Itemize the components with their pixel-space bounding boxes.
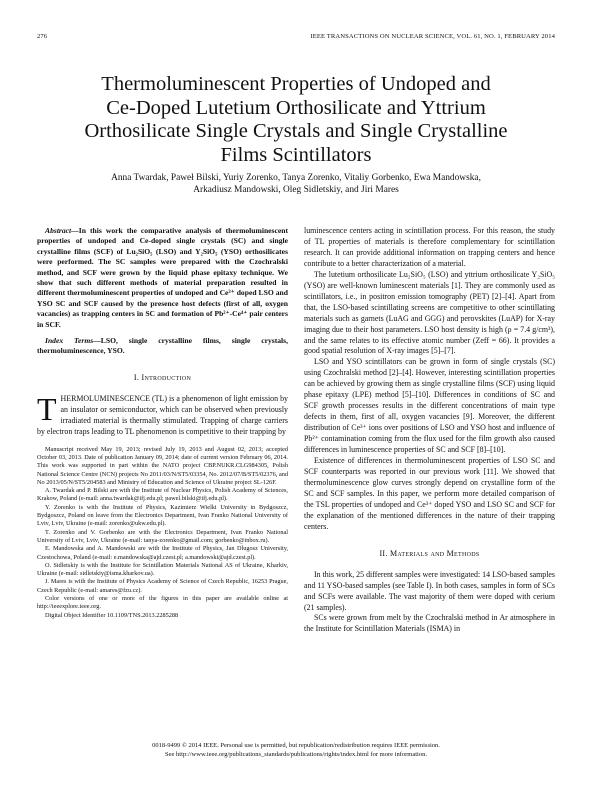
page-number: 276	[37, 33, 48, 40]
section-numeral: I.	[133, 372, 140, 382]
body-paragraph: luminescence centers acting in scintillation process. For this reason, the study of TL properties of materials is therefore complementary for scintillation research. It can provide additional information on trapping centers and hence contribute to a better characterization of a material.	[304, 226, 555, 268]
copyright-link-line[interactable]: See http://www.ieee.org/publications_standards/publications/rights/index.html for more information.	[165, 751, 427, 758]
author-line: Anna Twardak, Paweł Bilski, Yuriy Zorenko, Tanya Zorenko, Vitaliy Gorbenko, Ewa Mandowska,	[111, 173, 481, 184]
body-paragraph: The lutetium orthosilicate Lu₂SiO₅ (LSO) and yttrium orthosilicate Y₂SiO₅ (YSO) are well-known luminescent materials [1]. They are commonly used as scintillators, i.e., in positron emission tomography (PET) [2]–[4]. Apart from that, the LSO-based scintillating screens are competitive to other scintillating materials such as garnets (LuAG and GGG) and perovskites (LuAP) for X-ray imaging due to their host parameters. LSO host density is high (ρ = 7.4 g/cm³), and the same relates to its effective atomic number (Zeff = 66). It provides a good spatial resolution of X-ray images [5]–[7].	[304, 269, 555, 356]
title-line: Ce-Doped Lutetium Orthosilicate and Yttrium	[106, 96, 486, 119]
index-terms-text: LSO, single crystalline films, single crystals, thermoluminescence, YSO.	[37, 336, 289, 356]
paper-title	[37, 73, 555, 167]
abstract	[37, 226, 288, 330]
copyright-line: 0018-9499 © 2014 IEEE. Personal use is permitted, but republication/redistribution requires IEEE permission.	[152, 742, 440, 749]
running-header	[37, 26, 555, 44]
section-name: Materials and Methods	[390, 548, 480, 558]
body-paragraph: SCs were grown from melt by the Czochralski method in Ar atmosphere in the Institute for Scintillation Materials (ISMA) in	[304, 613, 555, 634]
two-column-body	[37, 226, 555, 635]
author-list	[37, 172, 555, 196]
section-numeral: II.	[379, 548, 388, 558]
author-line: Arkadiusz Mandowski, Oleg Sidletskiy, and Jiri Mares	[193, 185, 399, 196]
section-name: Introduction	[141, 372, 192, 382]
footnote-doi: Digital Object Identifier 10.1109/TNS.2013.2285288	[45, 611, 179, 619]
footnote: Y. Zorenko is with the Institute of Physics, Kazimierz Wielki University in Bydgoszcz, Bydgoszcz, Poland on leave from the Electronics Department, Ivan Franko National University of Lviv, Lviv, Ukraine (e-mail: zorenko@ukw.edu.pl).	[37, 503, 288, 528]
body-paragraph: LSO and YSO scintillators can be grown in form of single crystals (SC) using Czochralski method [2]–[4]. However, interesting scintillation properties can be achieved by growing them as single crystalline films (SCF) using liquid phase epitaxy (LPE) method [5]–[10]. Differences in conditions of SC and SCF growth processes results in the different concentrations of main type defects in them, first of all, oxygen vacancies [9]. Moreover, the different distribution of Ce³⁺ ions over positions of LSO and YSO host and influence of Pb²⁺ contamination coming from the flux used for the film growth also caused differences in luminescence properties of SC and SCF [8]–[10].	[304, 357, 555, 455]
intro-text: HERMOLUMINESCENCE (TL) is a phenomenon of light emission by an insulator or semiconductor, which can be observed when previously irradiated material is thermally stimulated. Trapping of charge carriers by electron traps leading to TL phenomenon is competitive to their trapping by	[37, 393, 288, 436]
section-heading-materials	[304, 549, 555, 560]
title-line: Thermoluminescent Properties of Undoped and	[101, 73, 491, 95]
index-terms-label: Index Terms—	[45, 336, 101, 346]
footnote: Manuscript received May 19, 2013; revised July 19, 2013 and August 02, 2013; accepted October 03, 2013. Date of publication January 09, 2014; date of current version February 06, 2014. This work was supported in part within the NATO project CBP.NUKR.CLG984305, Polish National Science Centre (NCN) projects No 2011/03/N/ST5/03354, No. 2012/07/B/ST5/02376, and No 2013/05/N/ST5/204583 and Ministry of Education and Science of Ukraine project SL-126F.	[37, 445, 288, 486]
copyright-notice	[37, 741, 555, 759]
footnote: Color versions of one or more of the figures in this paper are available online at http://ieeexplore.ieee.org.	[37, 594, 288, 611]
index-terms	[37, 336, 288, 357]
footnote: O. Sidletskiy is with the Institute for Scintillation Materials National AS of Ukraine, Kharkiv, Ukraine (e-mail: sidletskiy@isma.kharkov.ua).	[37, 561, 288, 578]
footnote: J. Mares is with the Institute of Physics Academy of Science of Czech Republic, 16253 Prague, Czech Republic (e-mail: amares@fzu.cz).	[37, 578, 288, 594]
abstract-text: In this work the comparative analysis of thermoluminescent properties of undoped and Ce-doped single crystals (SC) and single crystalline films (SCF) of Lu₂SiO₅ (LSO) and Y₂SiO₅ (YSO) orthosilicates were performed. The SC samples were prepared with the Czochralski method, and SCF were grown by the liquid phase epitaxy technique. We show that such different methods of material preparation resulted in different thermoluminescent properties of undoped and Ce³⁺ doped LSO and YSO SC and SCF caused by the presence host defects (first of all, oxygen vacancies) as trapping centers in SC and formation of Pb²⁺-Ce⁴⁺ pair centers in SCF.	[37, 226, 288, 329]
body-paragraph: In this work, 25 different samples were investigated: 14 LSO-based samples and 11 YSO-based samples (see Table I). In both cases, samples in form of SCs and SCFs were available. The vast majority of them were doped with cerium (21 samples).	[304, 569, 555, 612]
drop-cap: T	[37, 390, 57, 427]
title-line: Films Scintillators	[220, 143, 372, 166]
intro-paragraph	[37, 390, 288, 438]
title-line: Orthosilicate Single Crystals and Single Crystalline	[84, 120, 508, 143]
right-column	[304, 226, 555, 635]
footnotes	[37, 446, 288, 620]
footnote: T. Zorenko and V. Gorbenko are with the Electronics Department, Ivan Franko National University of Lviv, Lviv, Ukraine (e-mail: tanya-zorenko@gmail.com; gorbenko@inbox.ru).	[37, 528, 288, 544]
footnote: A. Twardak and P. Bilski are with the Institute of Nuclear Physics, Polish Academy of Sciences, Krakow, Poland (e-mail: anna.twardak@ifj.edu.pl; pawel.bilski@ifj.edu.pl).	[37, 487, 288, 503]
body-paragraph: Existence of differences in thermoluminescent properties of LSO SC and SCF counterparts was reported in our previous work [11]. We showed that thermoluminescence glow curves strongly depend on crystalline form of the SC and SCF samples. In this paper, we perform more detailed comparison of the TSL properties of undoped and Ce³⁺ doped YSO and LSO SC and SCF for the explanation of the mentioned differences in the nature of their trapping centers.	[304, 456, 555, 531]
section-heading-introduction	[37, 373, 288, 384]
left-column	[37, 226, 288, 635]
footnote: E. Mandowska and A. Mandowski are with the Institute of Physics, Jan Dlugosz University, Czestochowa, Poland (e-mail: e.mandowska@ajd.czest.pl; a.mandowski@ajd.czest.pl).	[37, 545, 288, 561]
abstract-label: Abstract—	[45, 226, 79, 235]
journal-name: IEEE TRANSACTIONS ON NUCLEAR SCIENCE, VOL. 61, NO. 1, FEBRUARY 2014	[310, 33, 555, 40]
